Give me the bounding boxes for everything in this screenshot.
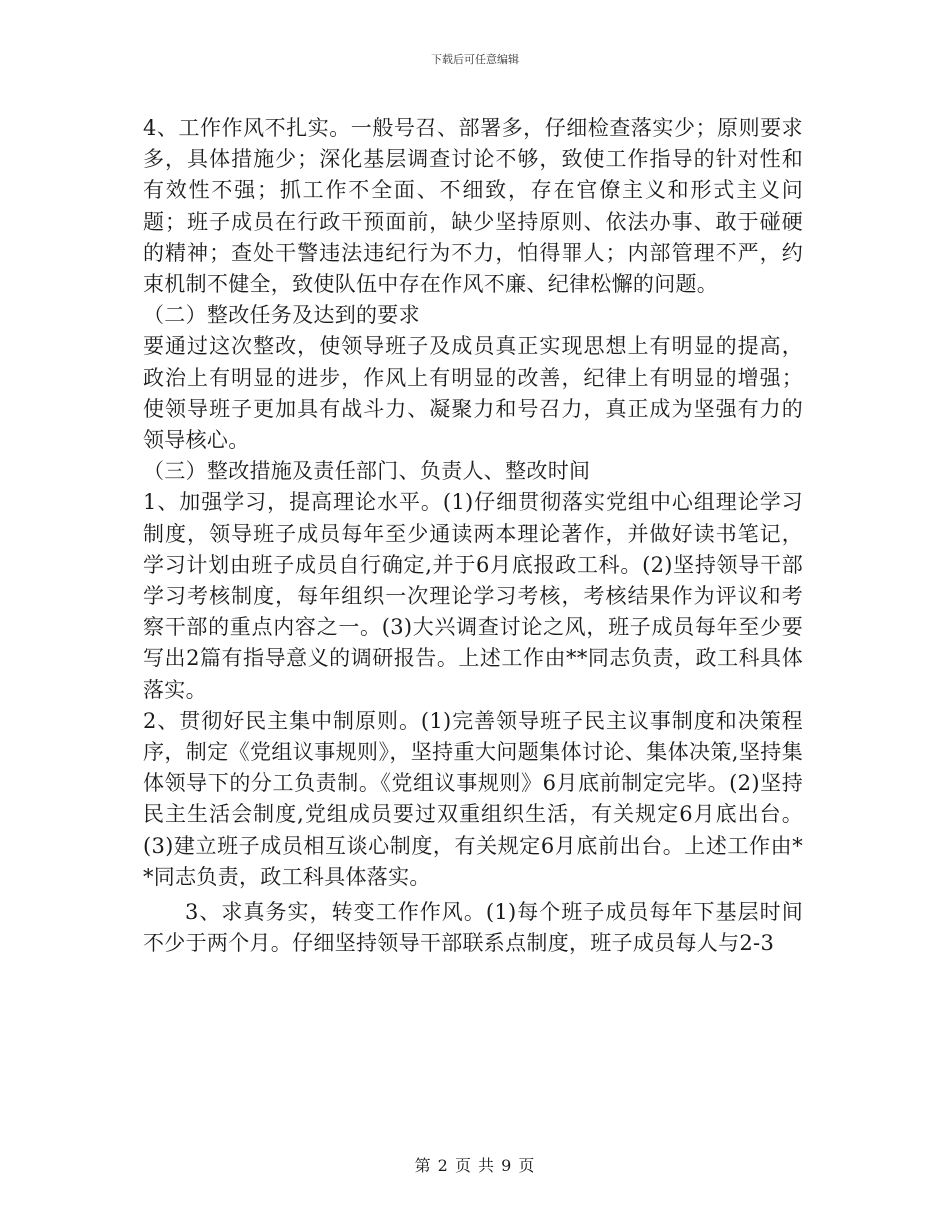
page-number: 第 2 页 共 9 页 bbox=[414, 1156, 536, 1175]
document-body bbox=[143, 113, 803, 959]
paragraph-work-style: 4、工作作风不扎实。一般号召、部署多，仔细检查落实少；原则要求多，具体措施少；深化基层调查讨论不够，致使工作指导的针对性和有效性不强；抓工作不全面、不细致，存在官僚主义和形式主义问题；班子成员在行政干预面前，缺少坚持原则、依法办事、敢于碰硬的精神；查处干警违法违纪行为不力，怕得罪人；内部管理不严，约束机制不健全，致使队伍中存在作风不廉、纪律松懈的问题。 bbox=[143, 116, 803, 297]
section-heading-3: （三）整改措施及责任部门、负责人、整改时间 bbox=[143, 459, 591, 484]
paragraph-requirements: 要通过这次整改，使领导班子及成员真正实现思想上有明显的提高，政治上有明显的进步，作风上有明显的改善，纪律上有明显的增强；使领导班子更加具有战斗力、凝聚力和号召力，真正成为坚强有力的领导核心。 bbox=[143, 334, 803, 453]
paragraph-measure-1: 1、加强学习，提高理论水平。(1)仔细贯彻落实党组中心组理论学习制度，领导班子成员每年至少通读两本理论著作，并做好读书笔记，学习计划由班子成员自行确定,并于6月底报政工科。(2)坚持领导干部学习考核制度，每年组织一次理论学习考核，考核结果作为评议和考察干部的重点内容之一。(3)大兴调查讨论之风，班子成员每年至少要写出2篇有指导意义的调研报告。上述工作由**同志负责，政工科具体落实。 bbox=[143, 490, 803, 702]
paragraph-measure-3: 3、求真务实，转变工作作风。(1)每个班子成员每年下基层时间不少于两个月。仔细坚持领导干部联系点制度，班子成员每人与2-3 bbox=[143, 900, 803, 956]
page-header: 下载后可任意编辑 bbox=[431, 53, 519, 66]
paragraph-measure-2: 2、贯彻好民主集中制原则。(1)完善领导班子民主议事制度和决策程序，制定《党组议事规则》，坚持重大问题集体讨论、集体决策,坚持集体领导下的分工负责制。《党组议事规则》6月底前制定完毕。(2)坚持民主生活会制度,党组成员要过双重组织生活，有关规定6月底出台。(3)建立班子成员相互谈心制度，有关规定6月底前出台。上述工作由**同志负责，政工科具体落实。 bbox=[143, 708, 803, 889]
section-heading-2: （二）整改任务及达到的要求 bbox=[143, 303, 420, 328]
